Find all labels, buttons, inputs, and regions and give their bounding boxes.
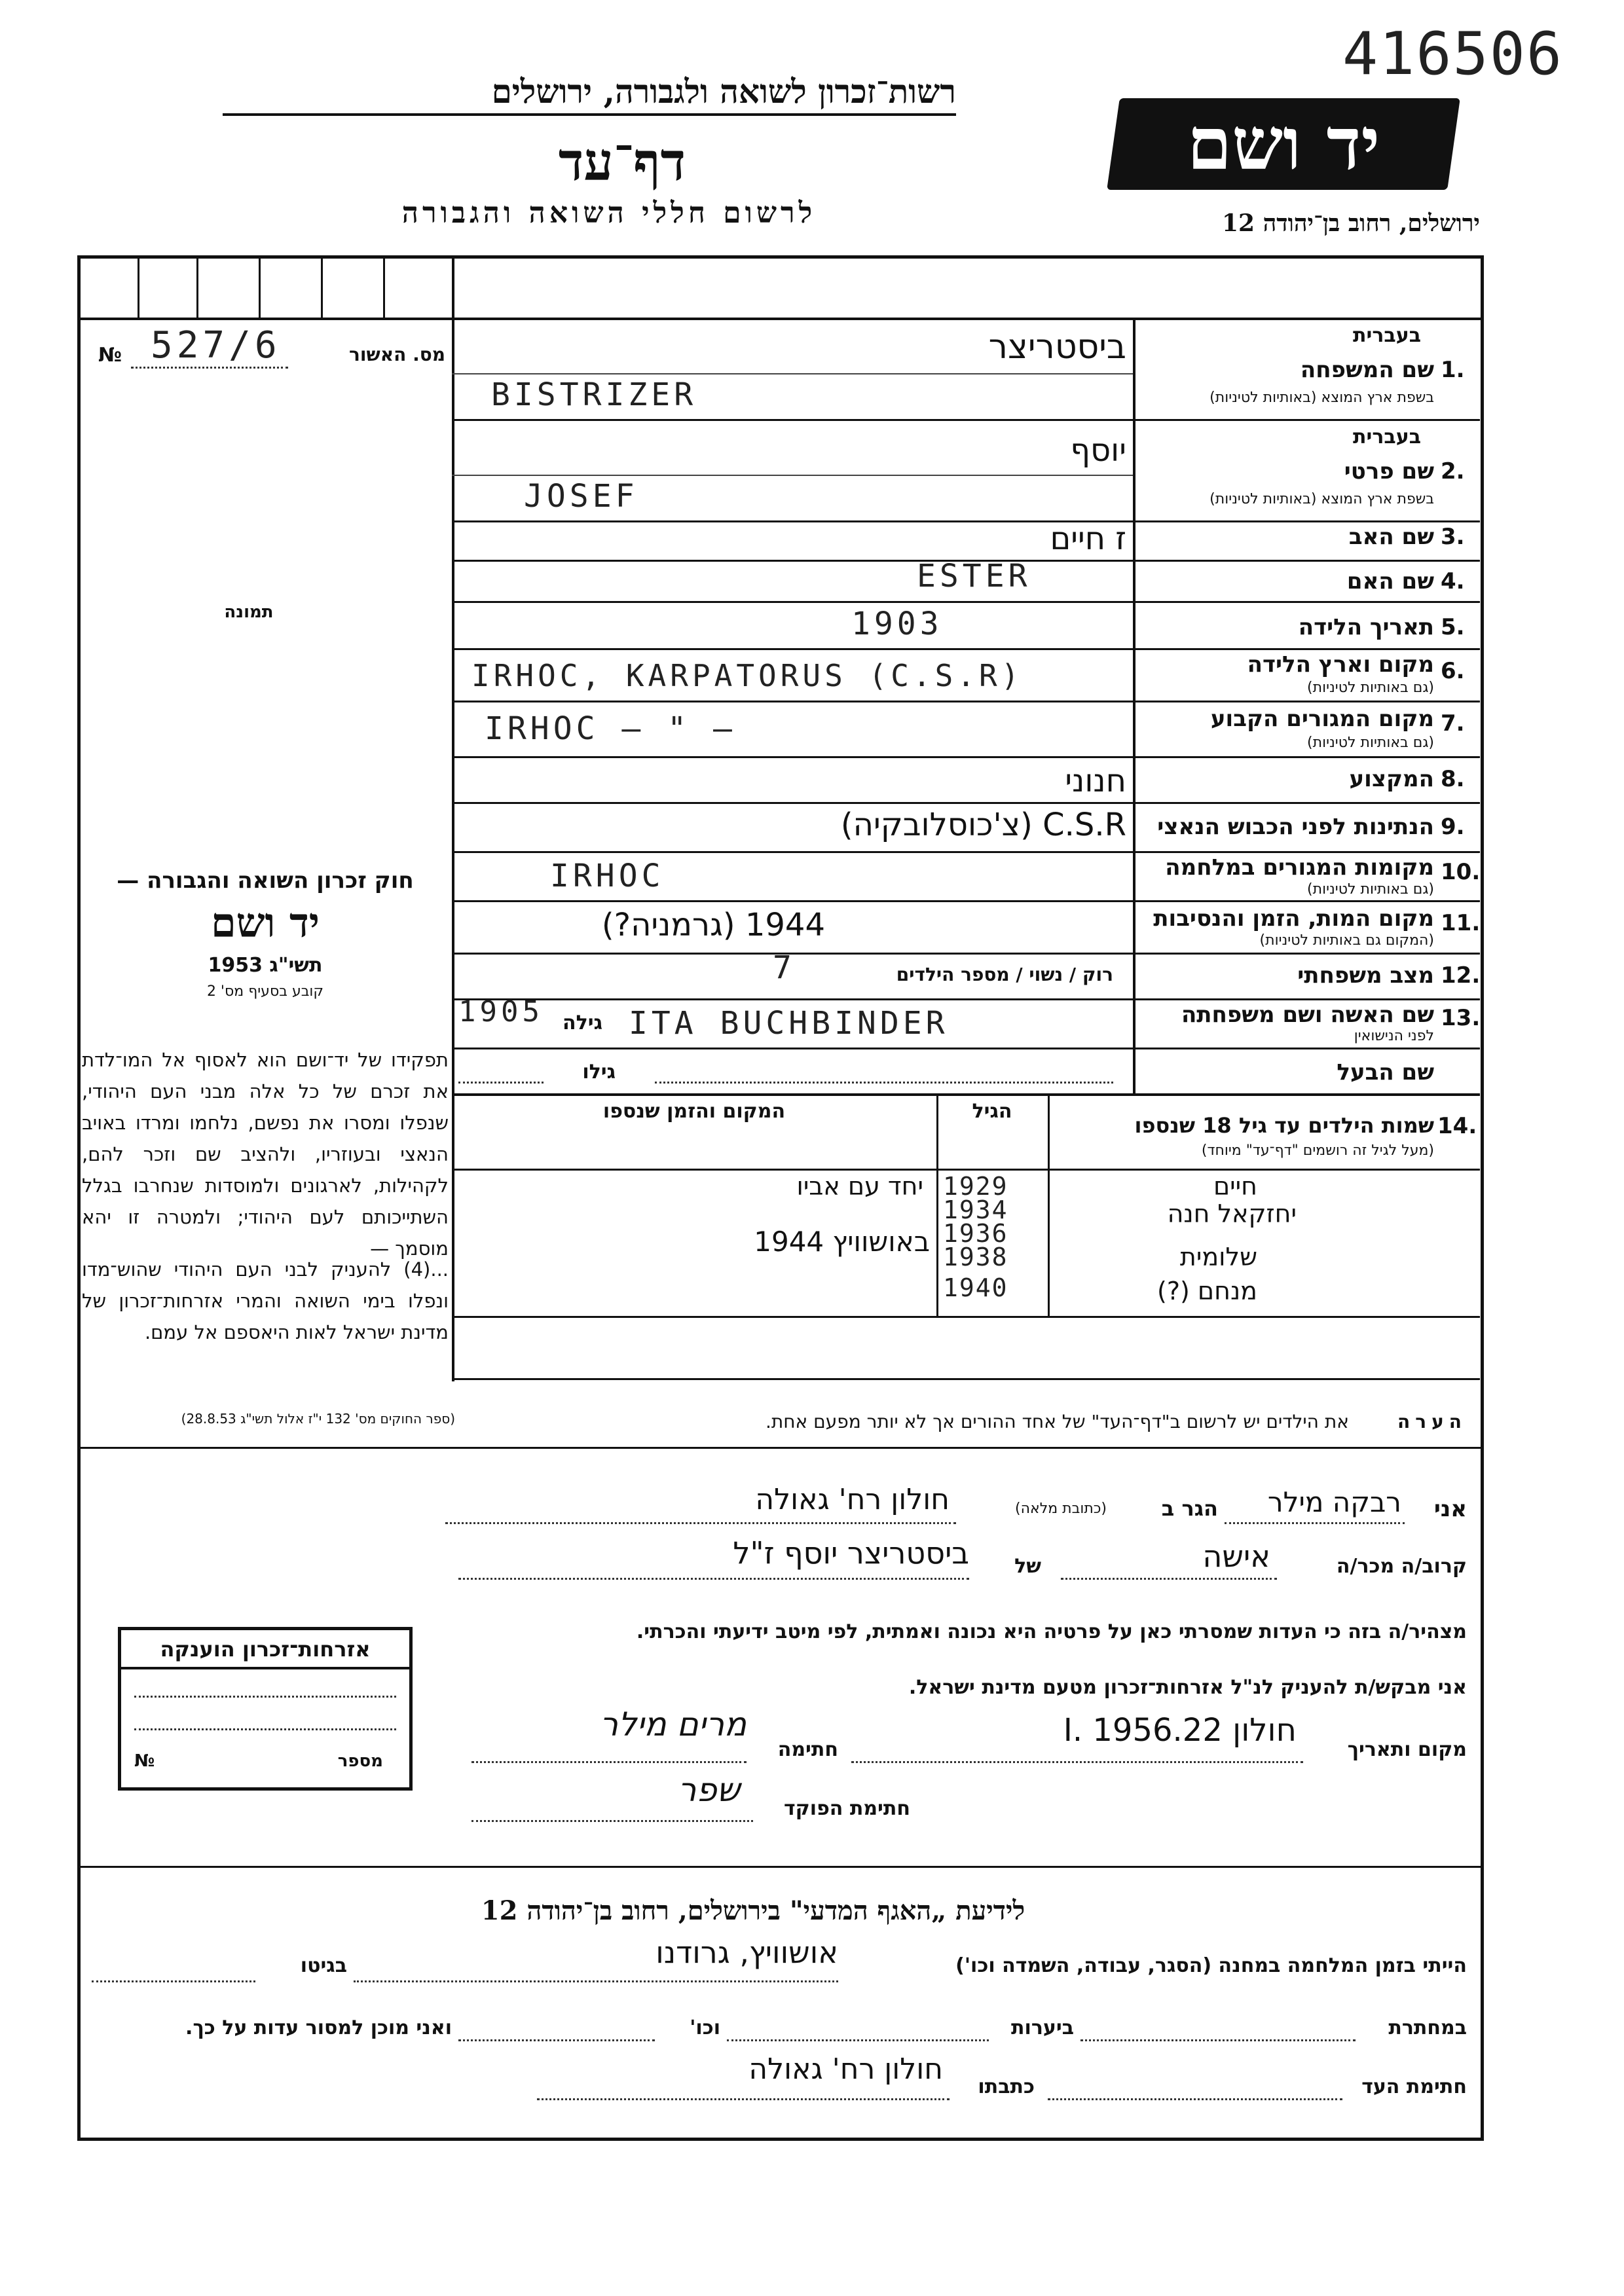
request-text: אני מבקש/ת להעניק לנ"ל אזרחות־זכרון מטעם מדינת ישראל. — [908, 1676, 1467, 1699]
husband-age-line — [458, 1082, 544, 1084]
child-place: באושוויץ 1944 — [754, 1226, 930, 1258]
profession: חנוני — [1065, 763, 1126, 799]
footer-ready: ואני מוכן למסור עדות על כך. — [185, 2016, 452, 2039]
approval-line — [131, 367, 288, 369]
family-name-hebrew: ביסטריצר — [988, 327, 1126, 367]
form-subtitle: לרשום חללי השואה והגבורה — [401, 196, 817, 230]
footer-ghetto-label: בגיטו — [300, 1954, 347, 1977]
birth-place: IRHOC, KARPATORUS (C.S.R) — [471, 658, 1024, 693]
officer-label: חתימת הפוקד — [784, 1797, 910, 1820]
of-name-line — [458, 1578, 969, 1580]
death-details: 1944 (גרמניה?) — [601, 907, 825, 943]
field-8-label: המקצוע — [1349, 766, 1434, 792]
field-8-num: 8. — [1441, 766, 1465, 792]
footer-camps: אושוויץ, גרודנו — [655, 1935, 838, 1970]
signature-line — [471, 1761, 747, 1763]
marital-status-options: רוק / נשוי / מספר הילדים — [896, 964, 1113, 985]
mother-name: ESTER — [917, 558, 1031, 594]
signature-label: חתימה — [777, 1738, 838, 1761]
field-2-num: 2. — [1441, 458, 1465, 484]
footer-etc-line — [458, 2039, 655, 2041]
child-age: 1929 — [943, 1172, 1008, 1201]
relation-line — [1061, 1578, 1277, 1580]
declarant-i-label: אני — [1433, 1496, 1467, 1522]
child-place: יחד עם אביו — [796, 1172, 923, 1201]
wife-name: ITA BUCHBINDER — [629, 1005, 949, 1042]
child-name: חיים — [1213, 1172, 1257, 1201]
institution-name: רשות־זכרון לשואה ולגבורה, ירושלים — [223, 72, 956, 116]
of-name: ביסטריצר יוסף ז"ל — [733, 1535, 969, 1571]
footer-ghetto-line — [92, 1980, 255, 1982]
field-11-sub: (המקום גם באותיות לטיניות) — [1259, 932, 1434, 949]
law-source: (ספר החוקים מס' 132 י"ז אלול תשי"ג 28.8.53) — [181, 1411, 455, 1427]
children-col-place: המקום והזמן שנספו — [602, 1100, 786, 1123]
field-14-num: 14. — [1437, 1113, 1477, 1139]
officer-signature: שפר — [678, 1771, 740, 1809]
field-5-label: תאריך הלידה — [1298, 614, 1434, 640]
declarant-name-line — [1225, 1522, 1405, 1524]
birth-date: 1903 — [851, 606, 943, 642]
field-11-num: 11. — [1441, 910, 1481, 936]
photo-label: תמונה — [224, 602, 274, 622]
yad-vashem-logo — [1107, 98, 1460, 190]
approval-no-sign: № — [98, 344, 122, 367]
declarant-name: רבקה מילר — [1267, 1486, 1401, 1518]
field-2-sub: בשפת ארץ המוצא (באותיות לטיניות) — [1209, 491, 1434, 507]
document-number: 416506 — [1342, 20, 1564, 88]
citizenship-line-2 — [134, 1728, 396, 1730]
field-10-sub: (גם באותיות לטיניות) — [1307, 881, 1434, 898]
form-title: דף־עד — [558, 131, 686, 192]
children-note: (מעל לגיל זה רושמים "דף־עד" מיוחד) — [1201, 1142, 1434, 1159]
child-age: 1936 — [943, 1219, 1008, 1248]
children-title: שמות הילדים עד גיל 18 שנספו — [1134, 1113, 1434, 1138]
child-age: 1934 — [943, 1195, 1008, 1224]
child-age: 1938 — [943, 1243, 1008, 1271]
remark-label: הערה — [1397, 1411, 1467, 1432]
field-2-label: שם פרטי — [1344, 458, 1434, 484]
child-name: שלומית — [1179, 1243, 1257, 1271]
field-12-label: מצב משפחתי — [1297, 962, 1434, 989]
children-col-age: הגיל — [972, 1100, 1012, 1123]
law-section — [82, 867, 449, 1000]
resides-note: (כתובת מלאה) — [1015, 1501, 1107, 1517]
law-title: חוק זכרון השואה והגבורה — — [117, 867, 414, 894]
field-3-label: שם האב — [1348, 524, 1434, 550]
field-6-sub: (גם באותיות לטיניות) — [1307, 680, 1434, 696]
child-age: 1940 — [943, 1273, 1008, 1302]
husband-line — [655, 1082, 1113, 1084]
footer-forests-line — [727, 2039, 989, 2041]
field-10-label: מקומות המגורים במלחמה — [1165, 854, 1434, 881]
permanent-residence: IRHOC — " — — [485, 710, 736, 747]
field-5-num: 5. — [1441, 614, 1465, 640]
footer-underground: במחתרת — [1388, 2016, 1467, 2039]
field-4-label: שם האם — [1346, 568, 1434, 594]
approval-number: 527/6 — [151, 324, 281, 367]
law-name: יד ושם — [210, 899, 320, 947]
law-text-2: ...(4) להעניק לבני העם היהודי שהוש־מדו ונפלו בימי השואה והמרי אזרחות־זכרון של מדינת ישראל לאות היאספם אל עמם. — [82, 1258, 449, 1343]
footer-etc: וכו' — [690, 2016, 720, 2039]
declaration-text: מצהיר/ה בזה כי העדות שמסרתי כאן על פרטיה היא נכונה ואמתית, לפי מיטב ידיעתי והכרתי. — [636, 1620, 1467, 1643]
citizenship-title: אזרחות־זכרון הוענקה — [121, 1637, 409, 1669]
relation: אישה — [1202, 1539, 1270, 1574]
hebrew-label-1: בעברית — [1353, 324, 1421, 347]
field-7-num: 7. — [1441, 710, 1465, 737]
declarant-address-line — [445, 1522, 956, 1524]
place-date-label: מקום ותאריך — [1347, 1738, 1467, 1761]
field-13-sub: לפני הנישואין — [1354, 1028, 1434, 1044]
relative-label: קרוב/ה מכר/ה — [1336, 1555, 1467, 1578]
footer-sig-label: חתימת העד — [1361, 2075, 1467, 2098]
citizenship-line-1 — [134, 1696, 396, 1698]
child-name: יחזקאל חנה — [1167, 1199, 1297, 1228]
field-13-label: שם האשה ושם משפחתה — [1181, 1002, 1434, 1028]
citizenship-before: C.S.R (צ'כוסלובקיה) — [840, 807, 1126, 843]
citizenship-number-label: מספר — [337, 1751, 383, 1771]
declarant-address: חולון רח' גאולה — [755, 1483, 950, 1516]
field-13-num: 13. — [1441, 1005, 1481, 1031]
first-name-latin: JOSEF — [524, 478, 638, 515]
field-4-num: 4. — [1441, 568, 1465, 594]
hebrew-label-2: בעברית — [1353, 426, 1421, 448]
place-date: חולון 22.I. 1956 — [1063, 1712, 1297, 1749]
field-3-num: 3. — [1441, 524, 1465, 550]
place-date-line — [851, 1761, 1303, 1763]
footer-line1-label: הייתי בזמן המלחמה במחנה (הסגר, עבודה, השמדה וכו') — [955, 1954, 1467, 1977]
field-9-num: 9. — [1441, 814, 1465, 840]
logo-text: יד ושם — [1187, 101, 1380, 186]
wartime-residence: IRHOC — [550, 858, 665, 894]
signature: מרים מילר — [599, 1705, 747, 1743]
footer-forests: ביערות — [1011, 2016, 1074, 2039]
family-name-latin: BISTRIZER — [491, 376, 697, 413]
law-year: תשי"ג 1953 — [208, 954, 323, 977]
approval-label: מס. האשור — [349, 344, 445, 365]
of-label: של — [1014, 1555, 1041, 1578]
field-12-num: 12. — [1441, 962, 1481, 989]
husband-label: שם הבעל — [1337, 1059, 1434, 1085]
citizenship-box — [118, 1627, 413, 1791]
citizenship-no-sign: № — [134, 1751, 155, 1771]
remark-text: את הילדים יש לרשום ב"דף־העד" של אחד ההורים אך לא יותר מפעם אחת. — [765, 1411, 1349, 1432]
field-1-num: 1. — [1441, 357, 1465, 383]
child-name: מנחם (?) — [1157, 1277, 1257, 1305]
field-7-label: מקום המגורים הקבוע — [1210, 706, 1434, 732]
address: ירושלים, רחוב בן־יהודה 12 — [1221, 210, 1480, 237]
field-1-sub: בשפת ארץ המוצא (באותיות לטיניות) — [1209, 390, 1434, 406]
footer-addr-value: חולון רח' גאולה — [748, 2052, 943, 2086]
footer-camps-line — [354, 1980, 838, 1982]
field-1-label: שם המשפחה — [1300, 357, 1434, 383]
field-7-sub: (גם באותיות לטיניות) — [1307, 735, 1434, 751]
footer-title: לידיעת „האגף המדעי" בירושלים, רחוב בן־יהודה 12 — [481, 1895, 1025, 1926]
footer-underground-line — [1080, 2039, 1356, 2041]
wife-age-label: גילה — [563, 1011, 602, 1034]
first-name-hebrew: יוסף — [1070, 432, 1126, 469]
field-6-num: 6. — [1441, 658, 1465, 684]
children-count: 7 — [773, 949, 796, 986]
resides-label: הגר ב — [1161, 1496, 1218, 1521]
field-10-num: 10. — [1441, 859, 1481, 885]
father-name: ז חיים — [1050, 520, 1126, 557]
officer-line — [471, 1820, 753, 1822]
law-clause: קובע בסעיף מס' 2 — [206, 983, 324, 1000]
field-6-label: מקום וארץ הלידה — [1247, 651, 1434, 678]
footer-addr-label: כתבתו — [978, 2075, 1035, 2098]
footer-addr-line — [537, 2098, 950, 2100]
husband-age-label: גילו — [582, 1061, 616, 1084]
footer-sig-line — [1048, 2098, 1342, 2100]
law-text-1: תפקידו של יד־ושם הוא לאסוף אל המו־לדת את זכרם של כל אלה מבני העם היהודי, שנפלו ומסרו את נפשם, נלחמו ומרדו באויב הנאצי ובעוזריו, ולהציב שם וזכר להם, לקהילות, לארגונים ולמוסדות שנחרבו בגלל השתייכותם לעם היהודי; ולמטרה זו יהא מוסמך — — [82, 1049, 449, 1260]
field-9-label: הנתינות לפני הכבוש הנאצי — [1157, 814, 1434, 840]
field-11-label: מקום המות, הזמן והנסיבות — [1153, 905, 1434, 932]
wife-age: 1905 — [458, 995, 544, 1029]
